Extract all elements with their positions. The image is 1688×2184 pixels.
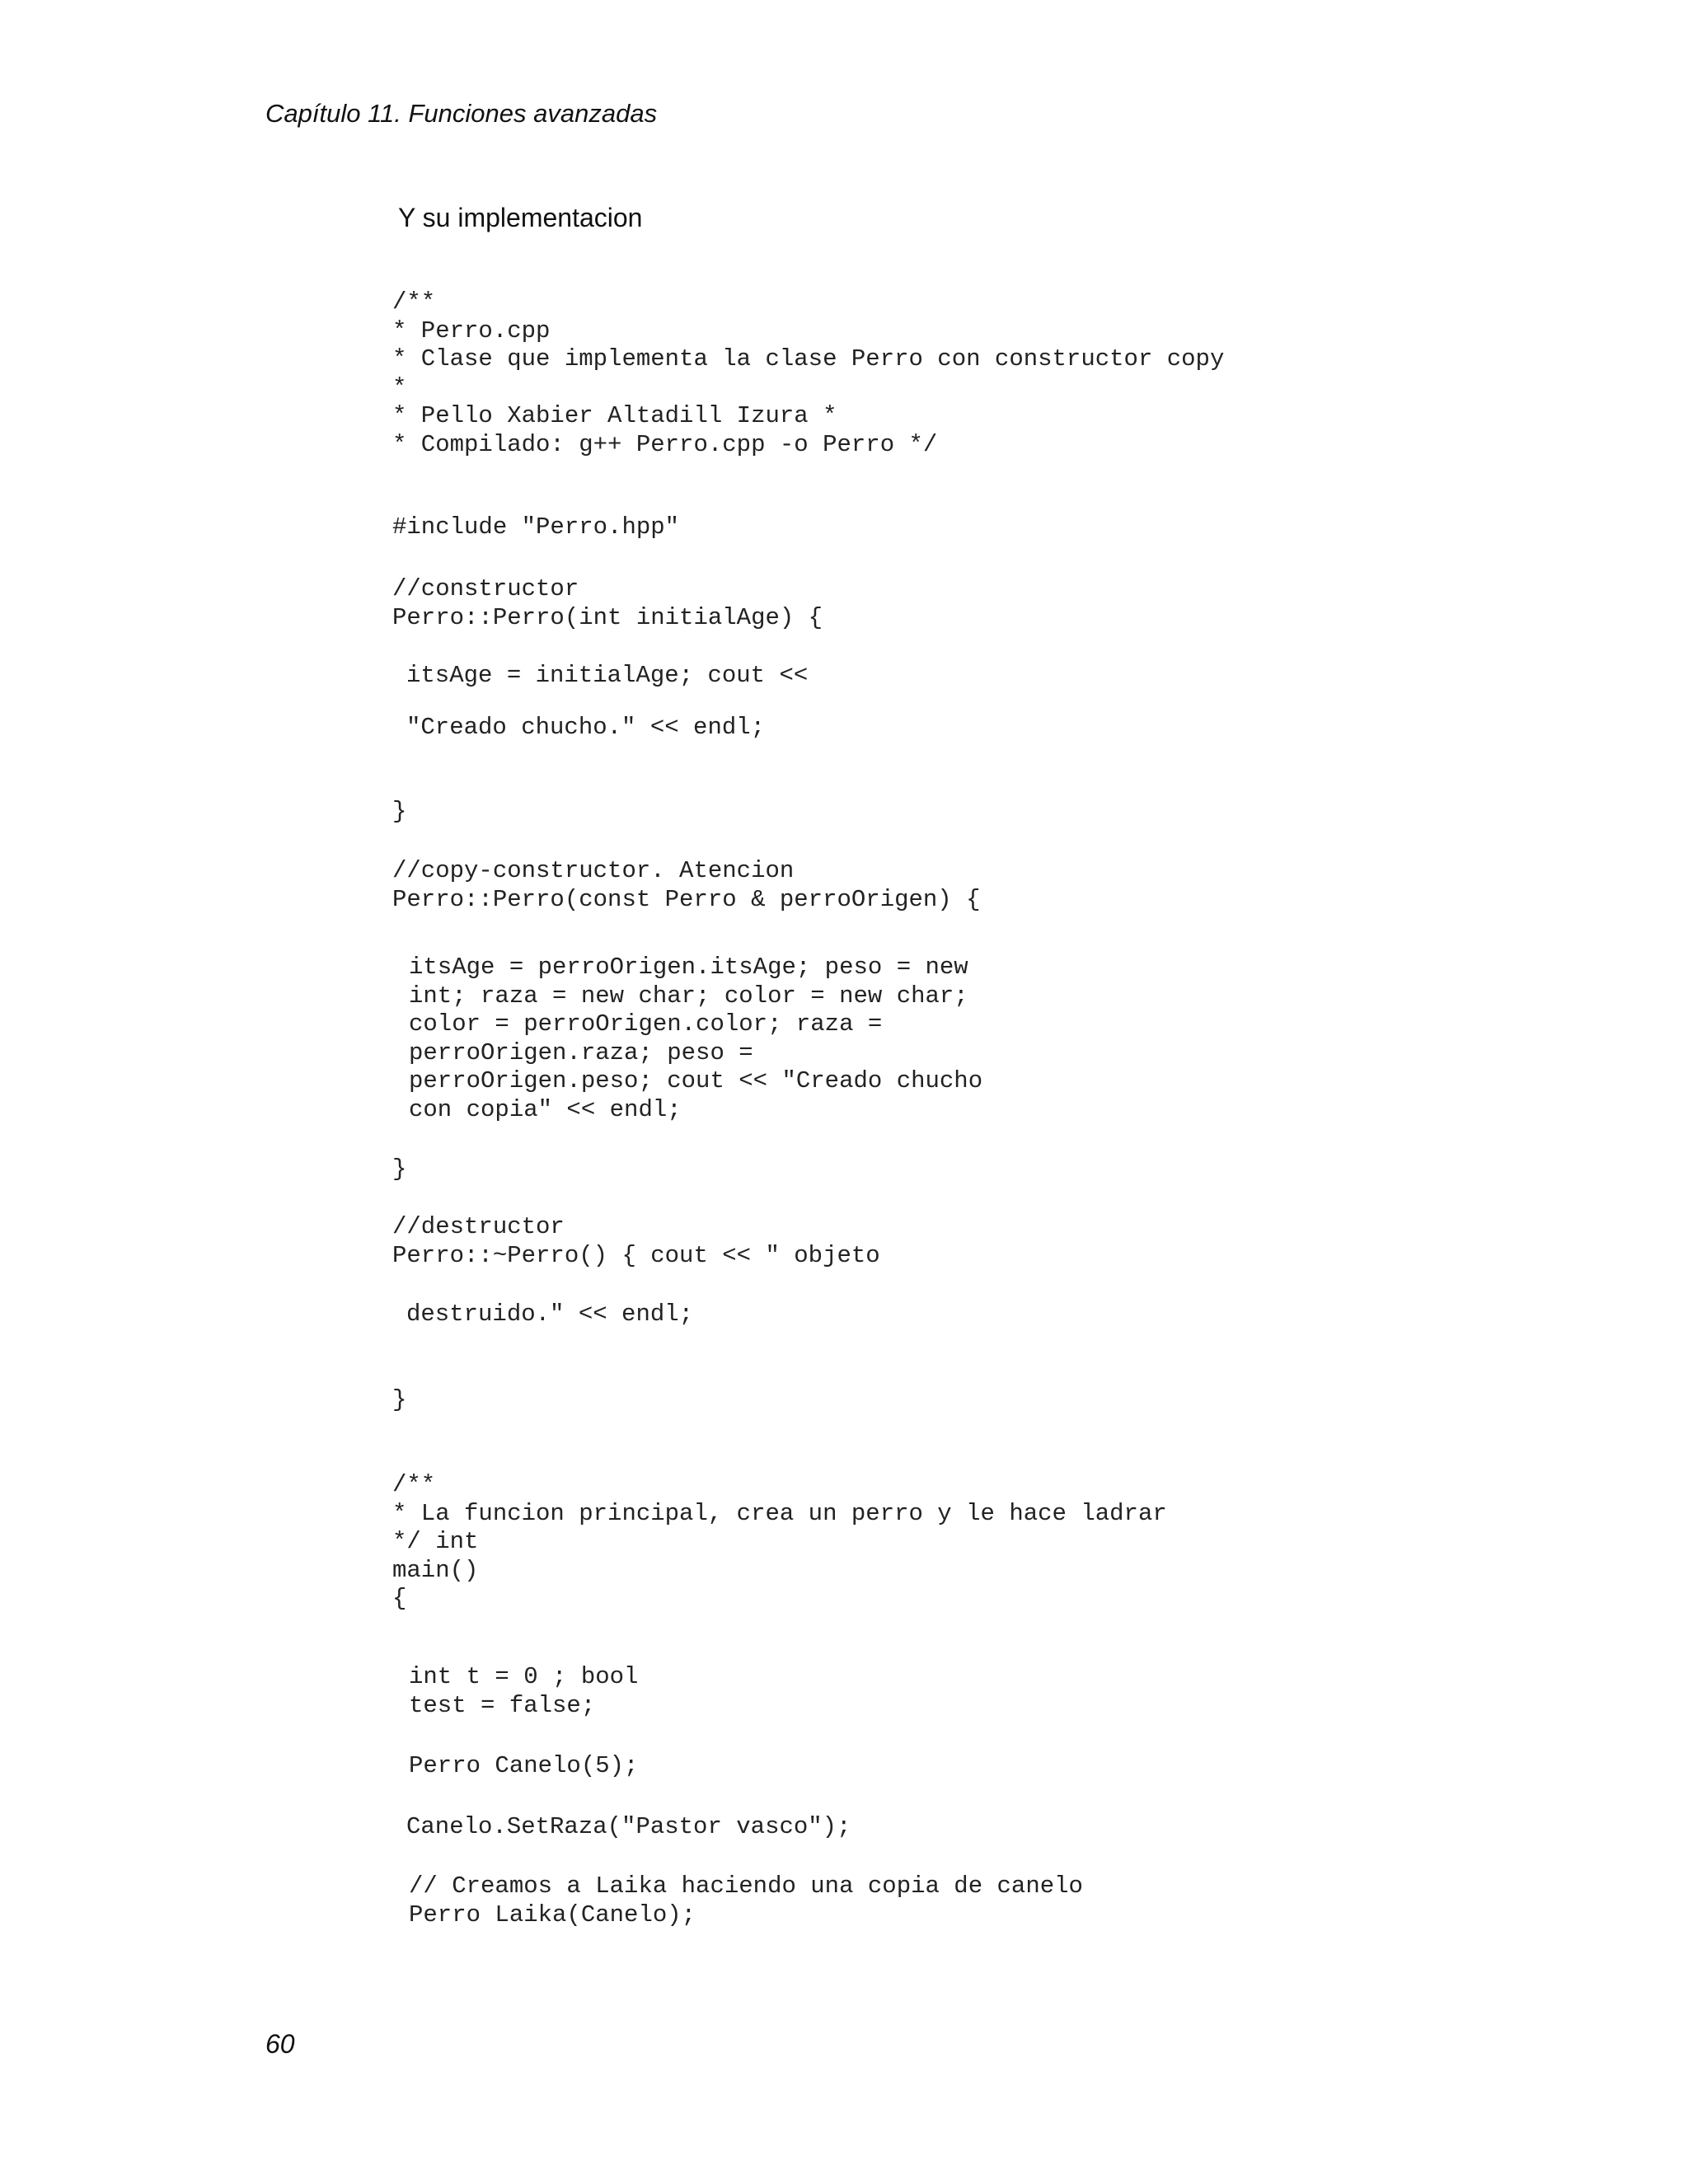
main-set-raza: Canelo.SetRaza("Pastor vasco"); bbox=[406, 1813, 851, 1840]
main-create-canelo: Perro Canelo(5); bbox=[409, 1752, 639, 1779]
destructor-closing-brace: } bbox=[392, 1386, 407, 1413]
main-copy-laika: // Creamos a Laika haciendo una copia de canelo Perro Laika(Canelo); bbox=[409, 1872, 1083, 1929]
main-variables: int t = 0 ; bool test = false; bbox=[409, 1663, 639, 1719]
main-comment-block: /** * La funcion principal, crea un perro y le hace ladrar */ int main() { bbox=[392, 1471, 1167, 1612]
destructor-header: //destructor Perro::~Perro() { cout << " objeto bbox=[392, 1213, 880, 1269]
constructor-header: //constructor Perro::Perro(int initialAge) { bbox=[392, 575, 823, 631]
copy-constructor-body: itsAge = perroOrigen.itsAge; peso = new int; raza = new char; color = new char; color = perroOrigen.color; raza = perroOrigen.raza; peso = perroOrigen.peso; cout << "Creado chucho con copia" << endl; bbox=[409, 954, 983, 1123]
section-subtitle: Y su implementacion bbox=[398, 203, 643, 232]
constructor-body-line-2: "Creado chucho." << endl; bbox=[406, 714, 766, 741]
page-number: 60 bbox=[265, 2029, 295, 2059]
copy-constructor-closing-brace: } bbox=[392, 1155, 407, 1183]
copy-constructor-header: //copy-constructor. Atencion Perro::Perro(const Perro & perroOrigen) { bbox=[392, 857, 981, 913]
include-line: #include "Perro.hpp" bbox=[392, 513, 680, 541]
constructor-closing-brace: } bbox=[392, 798, 407, 825]
running-header: Capítulo 11. Funciones avanzadas bbox=[265, 99, 658, 128]
file-comment-block: /** * Perro.cpp * Clase que implementa la clase Perro con constructor copy * * Pello Xabier Altadill Izura * * Compilado: g++ Perro.cpp -o Perro */ bbox=[392, 288, 1225, 458]
destructor-body: destruido." << endl; bbox=[406, 1301, 694, 1328]
constructor-body-line-1: itsAge = initialAge; cout << bbox=[406, 662, 809, 689]
